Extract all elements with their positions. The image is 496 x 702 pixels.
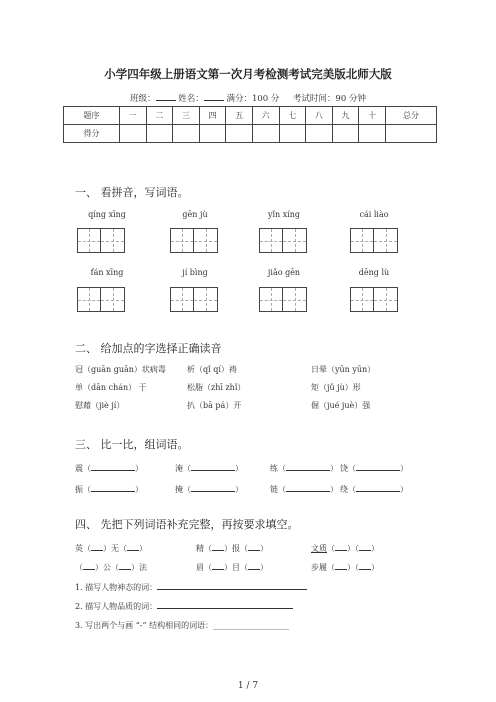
writing-grid[interactable] — [350, 228, 398, 253]
score-table-header-row: 题序 一 二 三 四 五 六 七 八 九 十 总分 — [64, 107, 437, 125]
writing-grid[interactable] — [350, 287, 398, 312]
idiom-item: 眉（ ）目（ ） — [196, 563, 268, 572]
name-blank[interactable] — [204, 92, 224, 101]
reading-item: 松脂（zhī zhǐ） — [187, 383, 246, 392]
page-number: 1 / 7 — [237, 681, 259, 691]
pinyin-label: fán xīng — [90, 268, 124, 277]
reading-item: 冠（guān guān）状病毒 — [75, 365, 166, 374]
idiom-item: 步履（ ）（ ） — [311, 563, 379, 572]
section2-heading: 二、 给加点的字选择正确读音 — [75, 342, 222, 355]
class-blank[interactable] — [156, 92, 176, 101]
question-3: 3. 写出两个与画 “-” 结构相同的词语：___________________ — [75, 621, 290, 630]
compare-item: 振（ ） — [75, 485, 143, 494]
writing-grid[interactable] — [170, 228, 218, 253]
question-1: 1. 描写人物神态的词： — [75, 581, 307, 593]
reading-item: 析（qǐ qí）祷 — [187, 365, 237, 374]
reading-item: 单（dān chán） 于 — [75, 383, 147, 392]
writing-grid[interactable] — [259, 287, 307, 312]
idiom-item: 精（ ）报（ ） — [196, 544, 268, 553]
question-2: 2. 描写人物品质的词： — [75, 600, 293, 612]
pinyin-label: yǐn xíng — [267, 210, 301, 219]
score-table-score-row: 得分 — [64, 125, 437, 143]
pinyin-label: gēn jù — [182, 210, 208, 219]
section3-heading: 三、 比一比，组词语。 — [75, 438, 189, 451]
idiom-item: （ ）公（ ）法 — [75, 563, 147, 572]
section4-heading: 四、 先把下列词语补充完整，再按要求填空。 — [75, 518, 299, 531]
writing-grid[interactable] — [77, 228, 125, 253]
pinyin-label: qíng xīng — [88, 210, 126, 219]
exam-info: 班级： 姓名： 满分：100 分 考试时间：90 分钟 — [130, 94, 366, 104]
reading-item: 倔（jué juè）强 — [311, 401, 371, 410]
compare-item: 淹（ ） — [175, 464, 243, 473]
pinyin-label: cái liào — [359, 210, 389, 219]
writing-grid[interactable] — [170, 287, 218, 312]
score-table — [63, 106, 437, 143]
compare-item: 饶（ ） — [340, 464, 408, 473]
page-title: 小学四年级上册语文第一次月考检测考试完美版北师大版 — [104, 67, 392, 81]
pinyin-label: jí bìng — [182, 268, 208, 277]
section1-heading: 一、 看拼音，写词语。 — [75, 186, 189, 199]
pinyin-label: dēng lù — [358, 268, 390, 277]
reading-item: 日晕（yūn yūn） — [311, 365, 376, 374]
compare-item: 掩（ ） — [175, 485, 243, 494]
compare-item: 链（ ） — [270, 485, 338, 494]
compare-item: 震（ ） — [75, 464, 143, 473]
compare-item: 练（ ） — [270, 464, 338, 473]
reading-item: 矩（jǔ jù）形 — [311, 383, 361, 392]
idiom-item: 文质（ ）（ ） — [311, 544, 379, 553]
compare-item: 绕（ ） — [340, 485, 408, 494]
pinyin-label: jiǎo gēn — [267, 268, 301, 277]
writing-grid[interactable] — [77, 287, 125, 312]
reading-item: 慰藉（jiè jí） — [75, 401, 125, 410]
reading-item: 扒（bā pá）开 — [187, 401, 242, 410]
writing-grid[interactable] — [259, 228, 307, 253]
idiom-item: 英（ ）无（ ） — [75, 544, 147, 553]
